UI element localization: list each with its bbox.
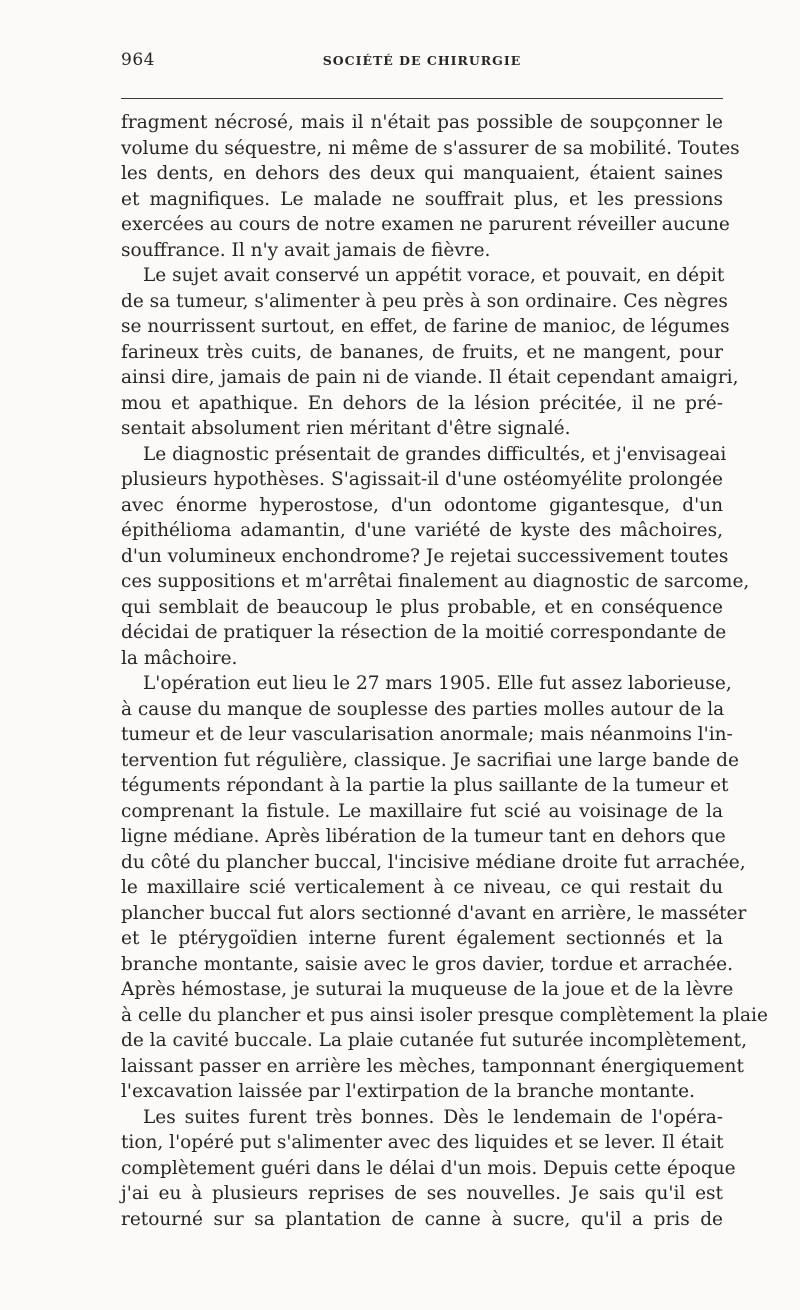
text-line: plusieurs hypothèses. S'agissait-il d'une ostéomyélite prolongée bbox=[121, 469, 723, 490]
text-line: Le diagnostic présentait de grandes difficultés, et j'envisageai bbox=[143, 443, 727, 465]
text-line: tumeur et de leur vascularisation anormale; mais néanmoins l'in- bbox=[121, 724, 733, 745]
text-line: j'ai eu à plusieurs reprises de ses nouvelles. Je sais qu'il est bbox=[121, 1183, 723, 1204]
text-line: avec énorme hyperostose, d'un odontome gigantesque, d'un bbox=[121, 494, 723, 516]
text-line: du côté du plancher buccal, l'incisive médiane droite fut arrachée, bbox=[121, 851, 746, 873]
text-line: tervention fut régulière, classique. Je sacrifiai une large bande de bbox=[121, 749, 739, 771]
page-header bbox=[121, 50, 723, 72]
text-line: qui semblait de beaucoup le plus probable, et en conséquence bbox=[121, 596, 723, 618]
text-line: farineux très cuits, de bananes, de fruits, et ne mangent, pour bbox=[121, 341, 723, 363]
text-line: plancher buccal fut alors sectionné d'avant en arrière, le masséter bbox=[121, 902, 747, 924]
text-line: mou et apathique. En dehors de la lésion précitée, il ne pré- bbox=[121, 392, 723, 414]
header-rule bbox=[121, 98, 723, 99]
text-line: et magnifiques. Le malade ne souffrait plus, et les pressions bbox=[121, 188, 723, 210]
text-line: sentait absolument rien méritant d'être signalé. bbox=[121, 418, 571, 439]
text-line: à cause du manque de souplesse des parties molles autour de la bbox=[121, 698, 725, 720]
text-line: Les suites furent très bonnes. Dès le lendemain de l'opéra- bbox=[143, 1106, 723, 1128]
text-line: de la cavité buccale. La plaie cutanée fut suturée incomplètement, bbox=[121, 1030, 747, 1051]
text-line: L'opération eut lieu le 27 mars 1905. Elle fut assez laborieuse, bbox=[143, 673, 732, 694]
body-text bbox=[121, 110, 768, 1232]
text-line: et le ptérygoïdien interne furent également sectionnés et la bbox=[121, 928, 723, 949]
text-line: à celle du plancher et pus ainsi isoler presque complètement la plaie bbox=[121, 1004, 768, 1026]
text-line: le maxillaire scié verticalement à ce niveau, ce qui restait du bbox=[121, 877, 723, 898]
text-line: fragment nécrosé, mais il n'était pas possible de soupçonner le bbox=[121, 112, 723, 133]
text-line: l'excavation laissée par l'extirpation de la branche montante. bbox=[121, 1081, 695, 1102]
text-line: épithélioma adamantin, d'une variété de kyste des mâchoires, bbox=[121, 520, 723, 541]
text-line: se nourrissent surtout, en effet, de farine de manioc, de légumes bbox=[121, 316, 730, 337]
text-line: exercées au cours de notre examen ne parurent réveiller aucune bbox=[121, 214, 730, 235]
text-line: comprenant la fistule. Le maxillaire fut scié au voisinage de la bbox=[121, 800, 723, 822]
text-line: décidai de pratiquer la résection de la moitié correspondante de bbox=[121, 622, 727, 643]
text-line: téguments répondant à la partie la plus saillante de la tumeur et bbox=[121, 775, 729, 796]
running-title: SOCIÉTÉ DE CHIRURGIE bbox=[322, 53, 522, 68]
text-line: ligne médiane. Après libération de la tumeur tant en dehors que bbox=[121, 826, 726, 847]
text-line: souffrance. Il n'y avait jamais de fièvre. bbox=[121, 239, 491, 261]
text-line: la mâchoire. bbox=[121, 647, 238, 669]
text-line: les dents, en dehors des deux qui manquaient, étaient saines bbox=[121, 163, 723, 184]
text-line: laissant passer en arrière les mèches, tamponnant énergiquement bbox=[121, 1055, 744, 1077]
text-line: Après hémostase, je suturai la muqueuse de la joue et de la lèvre bbox=[121, 979, 734, 1000]
text-line: de sa tumeur, s'alimenter à peu près à son ordinaire. Ces nègres bbox=[121, 290, 728, 312]
text-line: ces suppositions et m'arrêtai finalement au diagnostic de sarcome, bbox=[121, 571, 750, 592]
page-number: 964 bbox=[121, 50, 155, 70]
text-line: branche montante, saisie avec le gros davier, tordue et arrachée. bbox=[121, 953, 733, 975]
text-line: volume du séquestre, ni même de s'assurer de sa mobilité. Toutes bbox=[121, 137, 740, 159]
text-line: ainsi dire, jamais de pain ni de viande. Il était cependant amaigri, bbox=[121, 367, 739, 388]
text-line: d'un volumineux enchondrome? Je rejetai successivement toutes bbox=[121, 545, 729, 567]
text-line: retourné sur sa plantation de canne à sucre, qu'il a pris de bbox=[121, 1208, 723, 1230]
text-line: Le sujet avait conservé un appétit vorace, et pouvait, en dépit bbox=[143, 265, 725, 286]
text-line: complètement guéri dans le délai d'un mois. Depuis cette époque bbox=[121, 1157, 736, 1179]
text-line: tion, l'opéré put s'alimenter avec des liquides et se lever. Il était bbox=[121, 1132, 724, 1153]
